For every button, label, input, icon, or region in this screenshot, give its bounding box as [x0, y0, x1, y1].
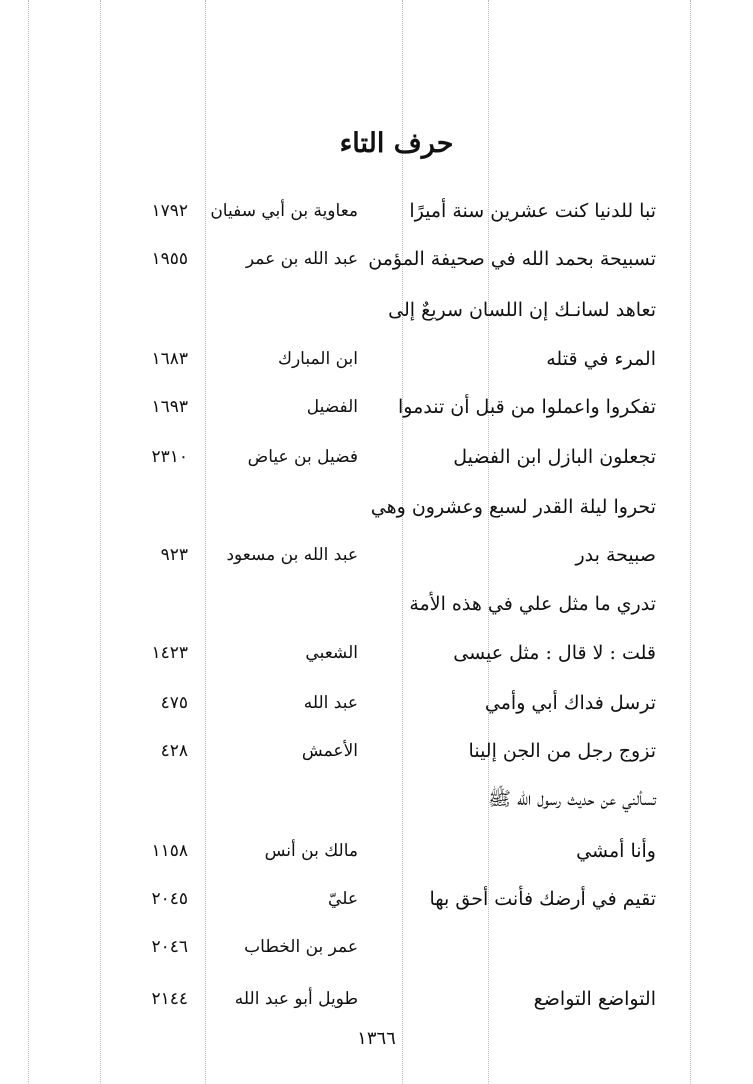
section-heading: حرف التاء — [339, 128, 454, 159]
index-row — [0, 982, 753, 1016]
verse-text: صبيحة بدر — [575, 544, 656, 566]
author-name: مالك بن أنس — [264, 841, 358, 861]
verse-text: تزوج رجل من الجن إلينا — [468, 740, 656, 762]
author-name: عبد الله بن مسعود — [226, 545, 358, 565]
entry-number: ٩٢٣ — [160, 545, 188, 565]
entry-number: ٢١٤٤ — [151, 989, 188, 1009]
verse-text: تجعلون البازل ابن الفضيل — [453, 446, 656, 468]
index-row — [0, 834, 753, 868]
page-number: ١٣٦٦ — [357, 1028, 396, 1049]
index-row — [0, 342, 753, 376]
author-name: عبد الله بن عمر — [245, 249, 358, 269]
entry-number: ٢٣١٠ — [151, 447, 188, 467]
author-name: عليّ — [328, 889, 358, 909]
verse-text: تدري ما مثل علي في هذه الأمة — [409, 593, 656, 615]
entry-number: ٢٠٤٦ — [151, 937, 188, 957]
index-row — [0, 686, 753, 720]
entry-number: ١٧٩٢ — [151, 201, 188, 221]
index-row — [0, 587, 753, 621]
verse-text: تعاهد لسانـك إن اللسان سريعٌ إلى — [388, 299, 656, 321]
author-name: معاوية بن أبي سفيان — [210, 201, 358, 221]
verse-text: ترسل فداك أبي وأمي — [484, 692, 656, 714]
index-row — [0, 882, 753, 916]
index-row — [0, 293, 753, 327]
verse-text: تفكروا واعملوا من قبل أن تندموا — [397, 396, 656, 418]
verse-text: تقيم في أرضك فأنت أحق بها — [429, 888, 656, 910]
author-name: عمر بن الخطاب — [244, 937, 358, 957]
author-name: ابن المبارك — [277, 349, 358, 369]
index-row — [0, 782, 753, 816]
verse-text: تحروا ليلة القدر لسبع وعشرون وهي — [370, 496, 656, 518]
verse-text: تسألني عن حديث رسول الله ﷺ — [487, 788, 656, 810]
verse-text: وأنا أمشي — [576, 840, 656, 862]
index-row — [0, 636, 753, 670]
entry-number: ٤٧٥ — [160, 693, 188, 713]
entry-number: ٤٢٨ — [160, 741, 188, 761]
author-name: الأعمش — [301, 741, 358, 761]
entry-number: ٢٠٤٥ — [151, 889, 188, 909]
entry-number: ١١٥٨ — [151, 841, 188, 861]
author-name: الشعبي — [305, 643, 358, 663]
verse-text: قلت : لا قال : مثل عيسى — [453, 642, 656, 664]
entry-number: ١٦٩٣ — [151, 397, 188, 417]
entry-number: ١٩٥٥ — [151, 249, 188, 269]
index-row — [0, 242, 753, 276]
author-name: عبد الله — [303, 693, 358, 713]
index-row — [0, 490, 753, 524]
index-row — [0, 538, 753, 572]
author-name: الفضيل — [306, 397, 358, 417]
verse-text: تبا للدنيا كنت عشرين سنة أميرًا — [409, 200, 656, 222]
entry-number: ١٦٨٣ — [151, 349, 188, 369]
index-row — [0, 194, 753, 228]
entry-number: ١٤٢٣ — [151, 643, 188, 663]
verse-text: تسبيحة بحمد الله في صحيفة المؤمن — [368, 248, 656, 270]
index-row — [0, 390, 753, 424]
author-name: طويل أبو عبد الله — [234, 989, 358, 1009]
index-row — [0, 734, 753, 768]
verse-text: المرء في قتله — [546, 348, 656, 370]
index-row — [0, 440, 753, 474]
index-row — [0, 930, 753, 964]
author-name: فضيل بن عياض — [247, 447, 358, 467]
verse-text: التواضع التواضع — [533, 988, 656, 1010]
